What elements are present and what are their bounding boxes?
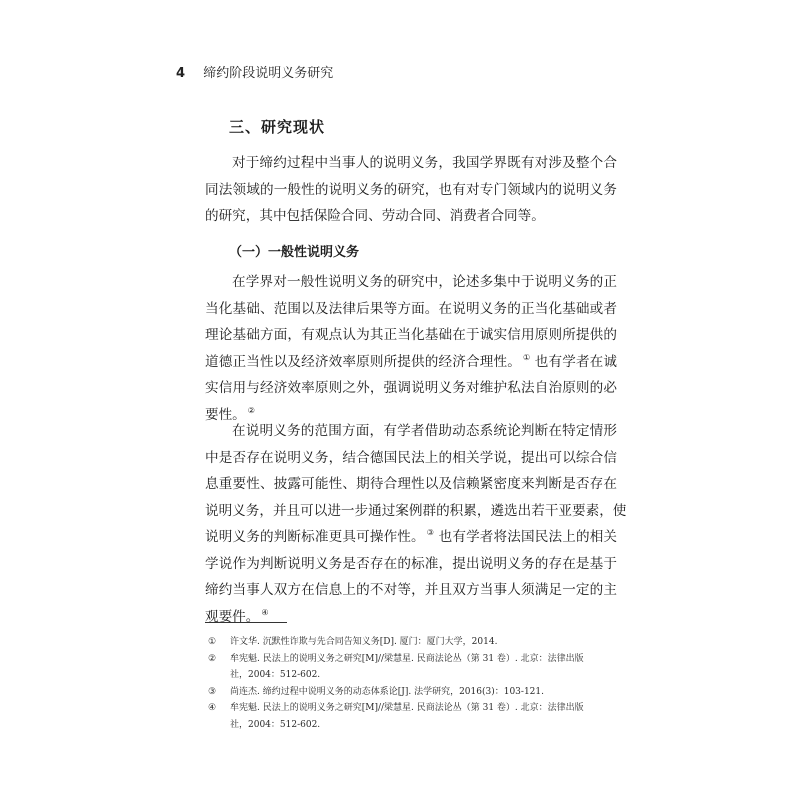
footnote [208, 700, 610, 733]
running-header [176, 62, 333, 81]
text-line [205, 604, 617, 631]
text-line: 学说作为判断说明义务是否存在的标准，提出说明义务的存在是基于 [205, 555, 617, 572]
text-line [205, 349, 617, 376]
text-segment: 说明义务的判断标准更具可操作性。 [205, 529, 425, 545]
footnote-text: 尚连杰. 缔约过程中说明义务的动态体系论[J]. 法学研究，2016(3)：103-121. [230, 686, 544, 697]
footnotes [208, 634, 610, 733]
text-line: 实信用与经济效率原则之外，强调说明义务对维护私法自治原则的必 [205, 380, 617, 396]
text-line: 同法领域的一般性的说明义务的研究，也有对专门领域内的说明义务 [205, 181, 617, 198]
text-segment: 也有学者将法国民法上的相关 [438, 529, 618, 545]
text-line [205, 524, 617, 551]
footnote [208, 684, 610, 701]
page-number: 4 [176, 66, 186, 81]
footnote-ref: ② [247, 405, 255, 415]
text-line: 当化基础、范围以及法律后果等方面。在说明义务的正当化基础或者 [205, 300, 617, 317]
text-line: 息重要性、披露可能性、期待合理性以及信赖紧密度来判断是否存在 [205, 476, 617, 492]
footnote [208, 651, 610, 684]
footnote-text: 社，2004：512-602. [230, 719, 321, 730]
footnote [208, 634, 610, 651]
text-segment: 道德正当性以及经济效率原则所提供的经济合理性。 [205, 353, 521, 370]
footnote-text: 社，2004：512-602. [230, 670, 321, 680]
footnote-text: 牟宪魁. 民法上的说明义务之研究[M]//梁慧星. 民商法论丛（第 31 卷）. 北京：法律出版 [230, 653, 584, 664]
footnote-mark: ④ [208, 703, 217, 713]
text-line: 在说明义务的范围方面，有学者借助动态系统论判断在特定情形 [232, 423, 617, 439]
section-title: 三、研究现状 [229, 118, 326, 136]
footnote-divider [205, 622, 287, 623]
text-line: 说明义务，并且可以进一步通过案例群的积累，遴选出若干亚要素，使 [205, 502, 627, 519]
text-line: 中是否存在说明义务，结合德国民法上的相关学说，提出可以综合信 [205, 449, 617, 466]
text-segment: 观要件。 [205, 608, 260, 625]
running-title: 缔约阶段说明义务研究 [203, 66, 334, 81]
footnote-ref: ④ [261, 607, 269, 617]
text-line: 的研究，其中包括保险合同、劳动合同、消费者合同等。 [205, 208, 545, 224]
text-line: 对于缔约过程中当事人的说明义务，我国学界既有对涉及整个合 [232, 155, 617, 171]
paragraph-1 [205, 150, 617, 230]
text-segment: 也有学者在诚 [534, 353, 618, 370]
text-line: 理论基础方面，有观点认为其正当化基础在于诚实信用原则所提供的 [205, 327, 617, 343]
footnote-ref: ③ [426, 528, 435, 538]
text-line: 缔约当事人双方在信息上的不对等，并且双方当事人须满足一定的主 [205, 582, 617, 598]
footnote-text: 牟宪魁. 民法上的说明义务之研究[M]//梁慧星. 民商法论丛（第 31 卷）. 北京：法律出版 [230, 703, 584, 713]
footnote-text: 许文华. 沉默性诈欺与先合同告知义务[D]. 厦门：厦门大学，2014. [230, 637, 498, 647]
footnote-mark: ③ [208, 686, 217, 697]
footnote-mark: ② [208, 653, 217, 664]
subsection-title: （一）一般性说明义务 [229, 245, 360, 260]
text-segment: 要性。 [205, 406, 246, 423]
paragraph-2 [205, 269, 617, 428]
footnote-mark: ① [208, 637, 217, 647]
footnote-ref: ① [522, 352, 531, 362]
text-line: 在学界对一般性说明义务的研究中，论述多集中于说明义务的正 [232, 274, 617, 290]
paragraph-3 [205, 418, 627, 630]
